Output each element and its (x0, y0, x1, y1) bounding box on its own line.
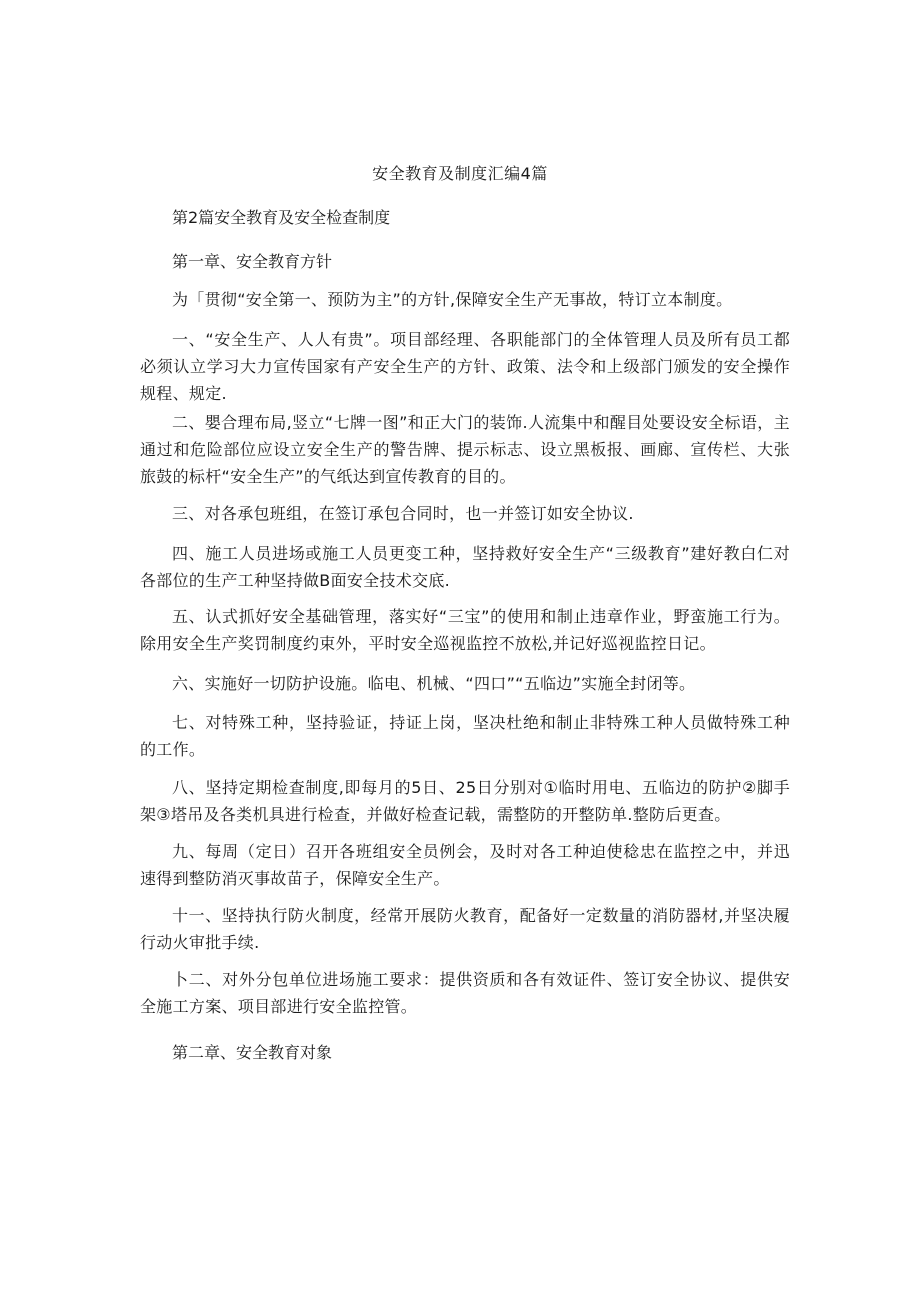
rule-item-4: 四、施工人员进场或施工人员更变工种，坚持救好安全生产“三级教育”建好教白仁对各部位的生产工种坚持做B面安全技术交底. (140, 544, 790, 590)
rule-item-6: 六、实施好一切防护设施。临电、机械、“四口”“五临边”实施全封闭等。 (172, 674, 696, 693)
rule-item-11: 十一、坚持执行防火制度，经常开展防火教育，配备好一定数量的消防器材,并坚决履行动火审批手续. (140, 906, 790, 952)
intro-paragraph: 为「贯彻“安全第一、预防为主”的方针,保障安全生产无事故，特订立本制度。 (172, 290, 733, 309)
rule-item-3: 三、对各承包班组，在签订承包合同时，也一并签订如安全协议. (172, 504, 634, 523)
rule-item-1: 一、“安全生产、人人有贵”。项目部经理、各职能部门的全体管理人员及所有员工都必须认立学习大力宣传国家有产安全生产的方针、政策、法令和上级部门颁发的安全操作规程、规定. (140, 330, 790, 403)
rule-item-2: 二、嬰合理布局,竖立“七牌一图”和正大门的装饰.人流集中和醒目处要设安全标语，主通过和危险部位应设立安全生产的警告牌、提示标志、设立黑板报、画廊、宣传栏、大张旅鼓的标杆“安全生产”的气纸达到宣传教育的目的。 (140, 413, 790, 486)
rule-item-5: 五、认式抓好安全基础管理，落实好“三宝”的使用和制止违章作业，野蛮施工行为。除用安全生产奖罚制度约束外，平时安全巡视监控不放松,并记好巡视监控日记。 (140, 607, 790, 653)
chapter-2-heading: 第二章、安全教育对象 (172, 1043, 333, 1062)
document-title: 安全教育及制度汇编4篇 (372, 164, 548, 183)
chapter-1-heading: 第一章、安全教育方针 (172, 252, 333, 271)
rule-item-7: 七、对特殊工种，坚持验证，持证上岗，坚决杜绝和制止非特殊工种人员做特殊工种的工作。 (140, 713, 790, 759)
document-subtitle: 第2篇安全教育及安全检查制度 (172, 208, 391, 227)
rule-item-9: 九、每周（定日）召开各班组安全员例会，及时对各工种迫使稔忠在监控之中，并迅速得到整防消灭事故苗子，保障安全生产。 (140, 842, 790, 888)
rule-item-8: 八、坚持定期检查制度,即每月的5日、25日分别对①临时用电、五临边的防护②脚手架③塔吊及各类机具进行检查，并做好检查记载，需整防的开整防单.整防后更查。 (140, 778, 790, 824)
rule-item-12: 卜二、对外分包单位进场施工要求：提供资质和各有效证件、签订安全协议、提供安全施工方案、项目部进行安全监控管。 (140, 970, 790, 1016)
